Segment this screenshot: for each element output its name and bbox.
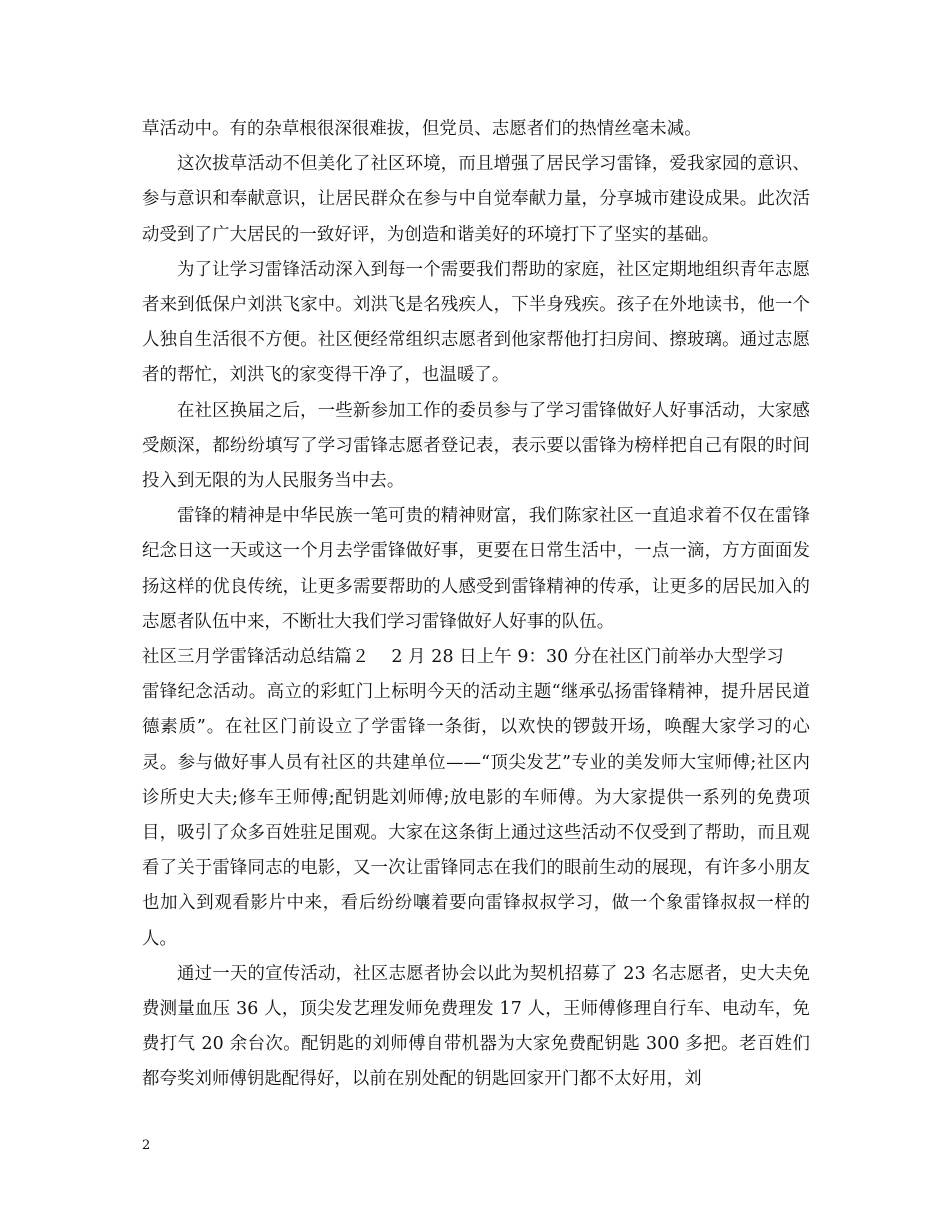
section-first-line: 2 月 28 日上午 9：30 分在社区门前举办大型学习 — [391, 647, 784, 668]
paragraph-weeding-activity: 这次拔草活动不但美化了社区环境，而且增强了居民学习雷锋，爱我家园的意识、参与意识和奉献意识，让居民群众在参与中自觉奉献力量，分享城市建设成果。此次活动受到了广大居民的一致好评，为创造和谐美好的环境打下了坚实的基础。 — [142, 154, 810, 245]
paragraph-committee-members: 在社区换届之后，一些新参加工作的委员参与了学习雷锋做好人好事活动，大家感受颇深，都纷纷填写了学习雷锋志愿者登记表，表示要以雷锋为榜样把自己有限的时间投入到无限的为人民服务当中去。 — [142, 400, 810, 492]
section-heading-row — [142, 640, 810, 675]
page-number: 2 — [142, 1138, 151, 1153]
paragraph-volunteer-visit: 为了让学习雷锋活动深入到每一个需要我们帮助的家庭，社区定期地组织青年志愿者来到低保户刘洪飞家中。刘洪飞是名残疾人，下半身残疾。孩子在外地读书，他一个人独自生活很不方便。社区便经常组织志愿者到他家帮他打扫房间、擦玻璃。通过志愿者的帮忙，刘洪飞的家变得干净了，也温暖了。 — [142, 259, 810, 386]
paragraph-continuation: 草活动中。有的杂草根很深很难拔，但党员、志愿者们的热情丝毫未减。 — [142, 119, 702, 139]
document-body — [142, 112, 810, 1098]
section-body: 雷锋纪念活动。高立的彩虹门上标明今天的活动主题“继承弘扬雷锋精神，提升居民道德素质”。在社区门前设立了学雷锋一条街，以欢快的锣鼓开场，唤醒大家学习的心灵。参与做好事人员有社区的共建单位——“顶尖发艺”专业的美发师大宝师傅;社区内诊所史大夫;修车王师傅;配钥匙刘师傅;放电影的车师傅。为大家提供一系列的免费项目，吸引了众多百姓驻足围观。大家在这条街上通过这些活动不仅受到了帮助，而且观看了关于雷锋同志的电影，又一次让雷锋同志在我们的眼前生动的展现，有许多小朋友也加入到观看影片中来，看后纷纷嚷着要向雷锋叔叔学习，做一个象雷锋叔叔一样的人。 — [142, 682, 810, 949]
paragraph-closing: 通过一天的宣传活动，社区志愿者协会以此为契机招募了 23 名志愿者，史大夫免费测量血压 36 人，顶尖发艺理发师免费理发 17 人，王师傅修理自行车、电动车，免费打气 20 余台次。配钥匙的刘师傅自带机器为大家免费配钥匙 300 多把。老百姓们都夸奖刘师傅钥匙配得好，以前在别处配的钥匙回家开门都不太好用，刘 — [142, 963, 810, 1090]
section-title: 社区三月学雷锋活动总结篇２ — [142, 647, 370, 668]
paragraph-leifeng-spirit: 雷锋的精神是中华民族一笔可贵的精神财富，我们陈家社区一直追求着不仅在雷锋纪念日这一天或这一个月去学雷锋做好事，更要在日常生活中，一点一滴，方方面面发扬这样的优良传统，让更多需要帮助的人感受到雷锋精神的传承，让更多的居民加入的志愿者队伍中来，不断壮大我们学习雷锋做好人好事的队伍。 — [142, 506, 810, 632]
